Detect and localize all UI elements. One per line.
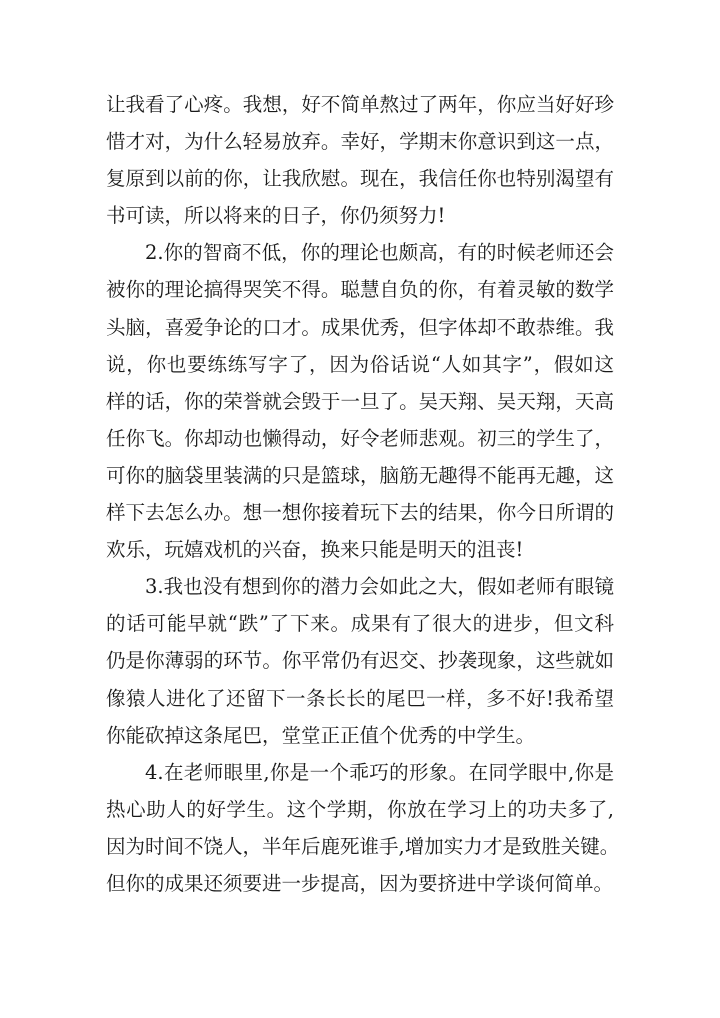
text-line: 头脑，喜爱争论的口才。成果优秀，但字体却不敢恭维。我	[106, 315, 614, 339]
text-line: 欢乐，玩嬉戏机的兴奋，换来只能是明天的沮丧!	[106, 538, 524, 562]
text-line: 热心助人的好学生。这个学期，你放在学习上的功夫多了,	[106, 797, 614, 821]
text-line: 仍是你薄弱的环节。你平常仍有迟交、抄袭现象，这些就如	[106, 649, 614, 673]
text-line: 可你的脑袋里装满的只是篮球，脑筋无趣得不能再无趣，这	[106, 463, 614, 487]
document-body	[106, 86, 620, 902]
paragraph	[106, 86, 614, 234]
text-line: 的话可能早就“跌”了下来。成果有了很大的进步，但文科	[106, 612, 614, 636]
paragraph	[106, 568, 614, 753]
text-line: 被你的理论搞得哭笑不得。聪慧自负的你，有着灵敏的数学	[106, 278, 614, 302]
text-line: 让我看了心疼。我想，好不简单熬过了两年，你应当好好珍	[106, 93, 614, 116]
text-line: 但你的成果还须要进一步提高，因为要挤进中学谈何简单。	[106, 871, 614, 895]
text-line: 说，你也要练练写字了，因为俗话说“人如其字”，假如这	[106, 352, 614, 376]
text-line: 惜才对，为什么轻易放弃。幸好，学期末你意识到这一点，	[106, 130, 614, 154]
text-line: 因为时间不饶人，半年后鹿死谁手,增加实力才是致胜关键。	[106, 834, 620, 858]
text-line: 样的话，你的荣誉就会毁于一旦了。吴天翔、吴天翔，天高	[106, 389, 614, 413]
text-line: 样下去怎么办。想一想你接着玩下去的结果，你今日所谓的	[106, 501, 614, 525]
text-line: 书可读，所以将来的日子，你仍须努力!	[106, 204, 446, 228]
text-line: 复原到以前的你，让我欣慰。现在，我信任你也特别渴望有	[106, 167, 614, 191]
paragraph	[106, 754, 620, 902]
paragraph	[106, 234, 614, 568]
text-line: 你能砍掉这条尾巴，堂堂正正值个优秀的中学生。	[106, 723, 536, 747]
text-line: 2.你的智商不低，你的理论也颇高，有的时候老师还会	[145, 241, 614, 265]
text-line: 像猿人进化了还留下一条长长的尾巴一样，多不好!我希望	[106, 686, 614, 710]
text-line: 3.我也没有想到你的潜力会如此之大，假如老师有眼镜	[145, 575, 614, 599]
text-line: 任你飞。你却动也懒得动，好令老师悲观。初三的学生了，	[106, 426, 614, 450]
text-line: 4.在老师眼里,你是一个乖巧的形象。在同学眼中,你是	[145, 760, 614, 784]
